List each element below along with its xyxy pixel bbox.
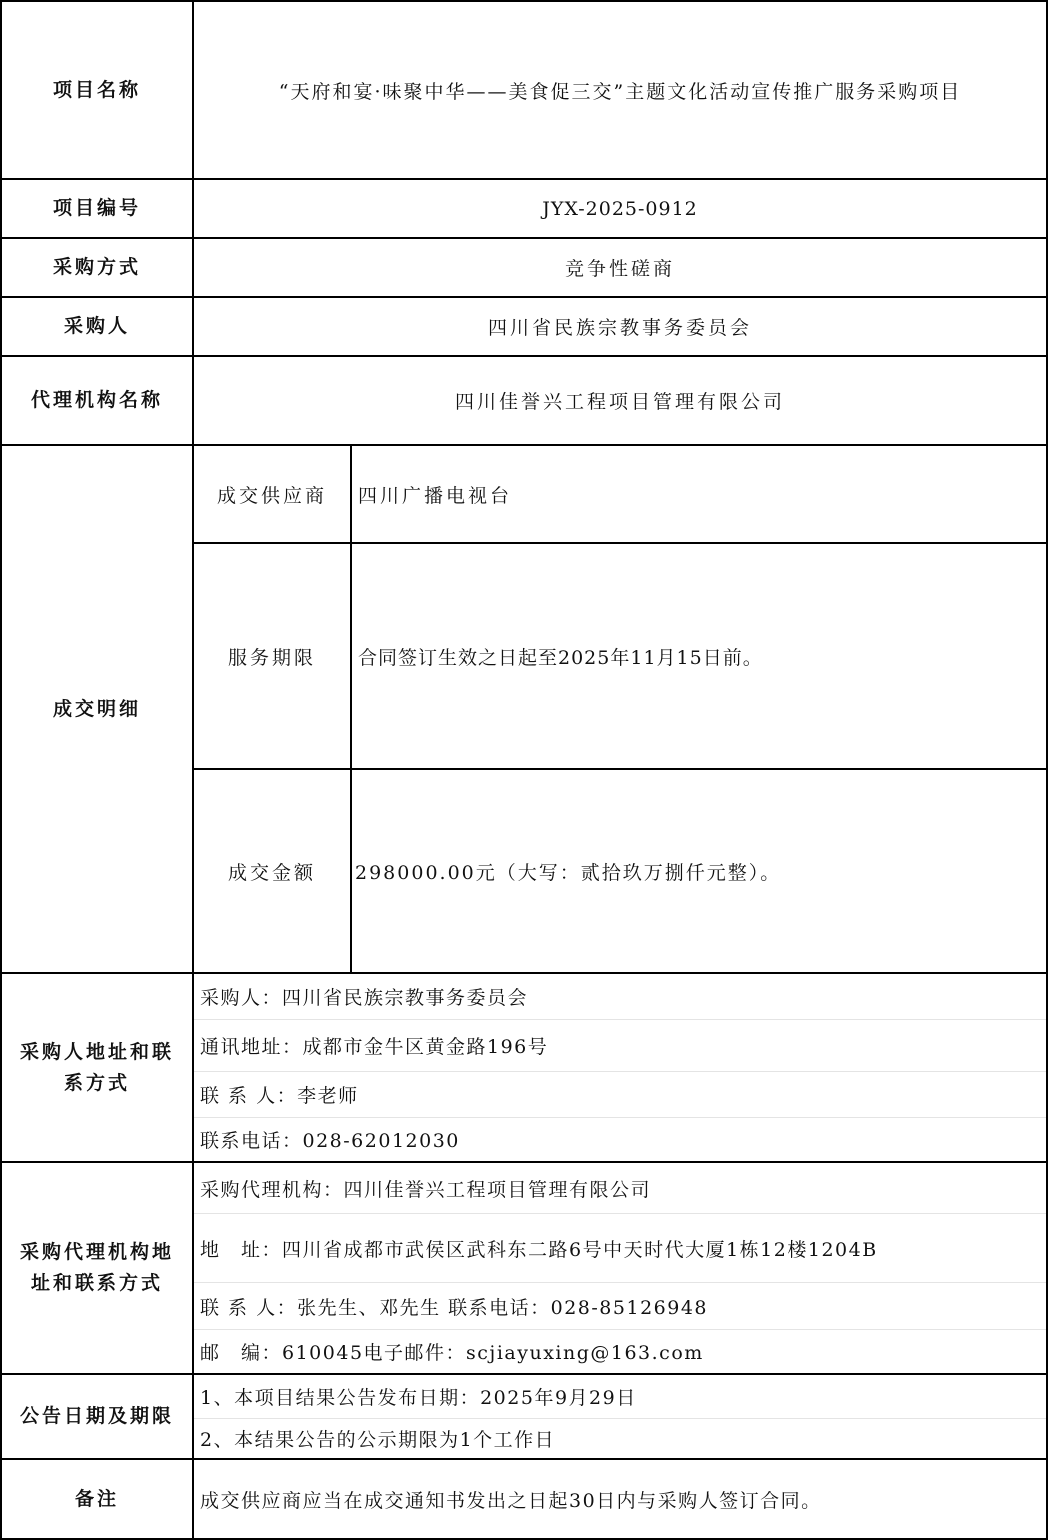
agency-contact-line: 地 址：四川省成都市武侯区武科东二路6号中天时代大厦1栋12楼1204B	[200, 1238, 878, 1261]
supplier-label: 成交供应商	[216, 484, 327, 507]
procurement-method-label: 采购方式	[52, 256, 141, 278]
amount-value: 298000.00元（大写：贰拾玖万捌仟元整）。	[355, 861, 782, 884]
agency-contact-line: 采购代理机构：四川佳誉兴工程项目管理有限公司	[200, 1178, 652, 1201]
remarks-value: 成交供应商应当在成交通知书发出之日起30日内与采购人签订合同。	[200, 1489, 822, 1512]
purchaser-value: 四川省民族宗教事务委员会	[487, 317, 752, 339]
supplier-value: 四川广播电视台	[358, 484, 513, 507]
purchaser-contact-line: 联 系 人：李老师	[200, 1085, 359, 1107]
service-period-value: 合同签订生效之日起至2025年11月15日前。	[358, 646, 763, 669]
project-name-value: “天府和宴·味聚中华——美食促三交”主题文化活动宣传推广服务采购项目	[278, 80, 962, 103]
purchaser-contact-line: 联系电话：028-62012030	[200, 1130, 460, 1152]
purchaser-contact-line: 通讯地址：成都市金牛区黄金路196号	[200, 1036, 549, 1058]
announcement-line: 2、本结果公告的公示期限为1个工作日	[200, 1429, 556, 1451]
project-number-label: 项目编号	[52, 197, 141, 219]
agency-contact-line: 联 系 人：张先生、邓先生 联系电话：028-85126948	[200, 1296, 709, 1319]
agency-label: 代理机构名称	[30, 389, 163, 411]
procurement-method-value: 竞争性磋商	[564, 258, 675, 280]
agency-value: 四川佳誉兴工程项目管理有限公司	[454, 391, 785, 413]
agency-contact-line: 邮 编：610045电子邮件：scjiayuxing@163.com	[200, 1342, 704, 1364]
agency-contact-label: 采购代理机构地址和联系方式	[19, 1241, 174, 1294]
purchaser-contact-line: 采购人：四川省民族宗教事务委员会	[200, 987, 529, 1009]
amount-label: 成交金额	[227, 861, 316, 884]
project-name-label: 项目名称	[52, 78, 141, 101]
announcement-line: 1、本项目结果公告发布日期：2025年9月29日	[200, 1387, 637, 1409]
purchaser-contact-label: 采购人地址和联系方式	[19, 1040, 174, 1094]
deal-details-label: 成交明细	[52, 697, 141, 720]
service-period-label: 服务期限	[227, 646, 316, 669]
announcement-label: 公告日期及期限	[19, 1405, 174, 1427]
remarks-label: 备注	[74, 1487, 119, 1510]
purchaser-label: 采购人	[63, 315, 130, 337]
project-number-value: JYX-2025-0912	[542, 197, 698, 220]
